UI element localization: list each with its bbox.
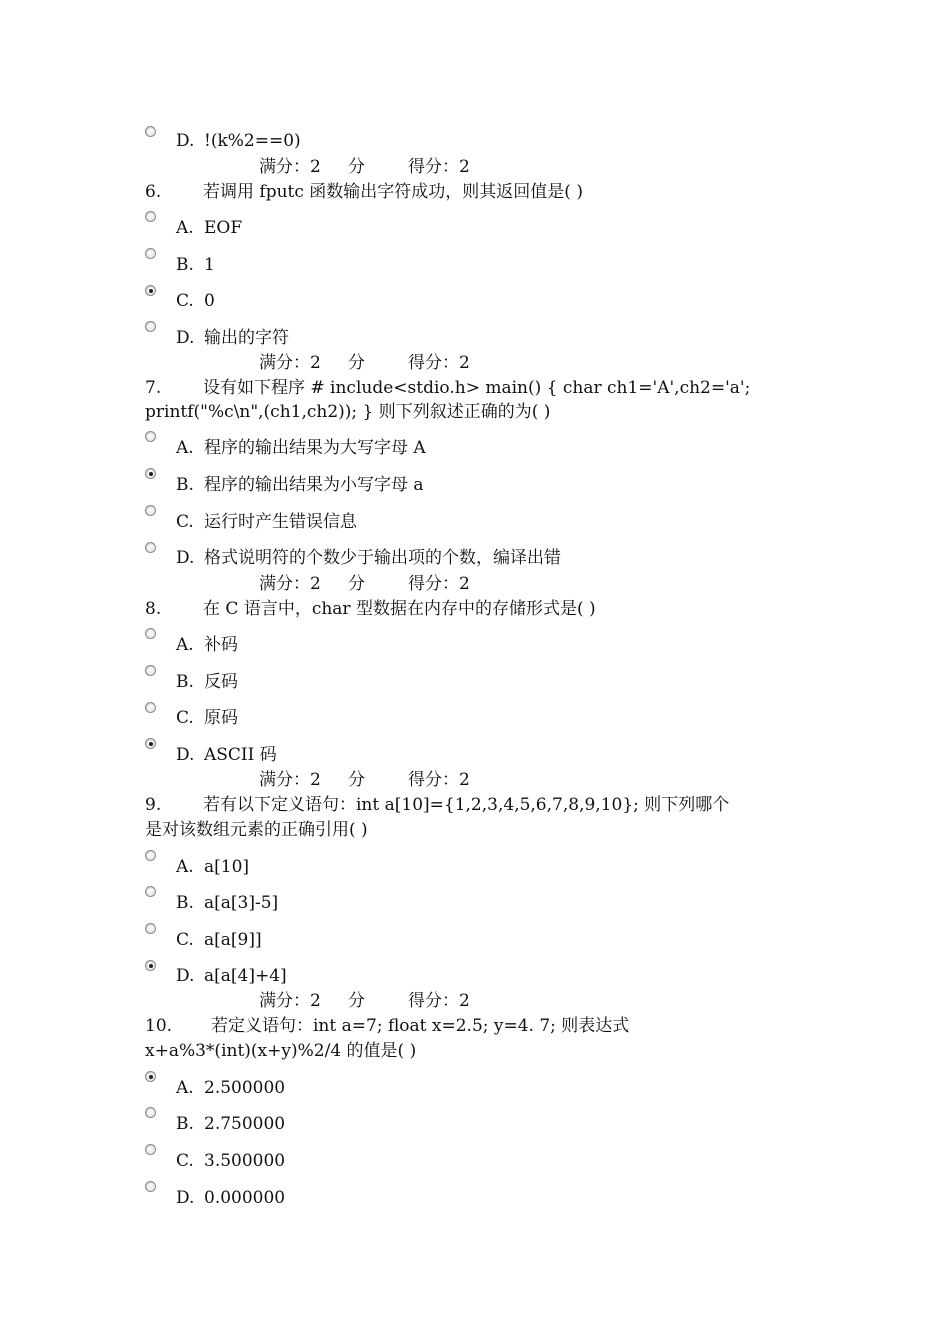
- question-6-stem: 6. 若调用 fputc 函数输出字符成功，则其返回值是( ): [145, 182, 583, 202]
- score-line-q5: 满分：2 分 得分：2: [259, 157, 470, 177]
- option-q7-d: D. 格式说明符的个数少于输出项的个数，编译出错: [176, 548, 561, 568]
- option-radio-q9-a[interactable]: [145, 850, 156, 861]
- option-q10-b: B. 2.750000: [176, 1114, 286, 1134]
- option-radio-q10-c[interactable]: [145, 1144, 156, 1155]
- option-radio-q8-d[interactable]: [145, 738, 156, 749]
- option-radio-q9-b[interactable]: [145, 886, 156, 897]
- option-radio-q6-b[interactable]: [145, 248, 156, 259]
- option-radio-q5-d[interactable]: [145, 126, 156, 137]
- option-q6-a: A. EOF: [176, 218, 243, 238]
- option-radio-q9-c[interactable]: [145, 923, 156, 934]
- option-q7-b: B. 程序的输出结果为小写字母 a: [176, 475, 424, 495]
- question-10-stem-line2: x+a%3*(int)(x+y)%2/4 的值是( ): [145, 1041, 417, 1061]
- option-q6-c: C. 0: [176, 291, 215, 311]
- option-q6-d: D. 输出的字符: [176, 328, 289, 348]
- question-10-stem-line1: 10. 若定义语句：int a=7; float x=2.5; y=4. 7; 则表达式: [145, 1016, 630, 1036]
- option-q8-a: A. 补码: [176, 635, 238, 655]
- option-radio-q6-d[interactable]: [145, 321, 156, 332]
- option-radio-q10-b[interactable]: [145, 1107, 156, 1118]
- option-radio-q8-a[interactable]: [145, 628, 156, 639]
- option-radio-q9-d[interactable]: [145, 960, 156, 971]
- option-radio-q7-a[interactable]: [145, 431, 156, 442]
- score-line-q7: 满分：2 分 得分：2: [259, 574, 470, 594]
- option-radio-q8-b[interactable]: [145, 665, 156, 676]
- option-q8-b: B. 反码: [176, 672, 238, 692]
- option-q6-b: B. 1: [176, 255, 215, 275]
- option-radio-q7-b[interactable]: [145, 468, 156, 479]
- option-q8-d: D. ASCII 码: [176, 745, 277, 765]
- option-radio-q6-c[interactable]: [145, 285, 156, 296]
- option-radio-q7-d[interactable]: [145, 542, 156, 553]
- option-q9-b: B. a[a[3]-5]: [176, 893, 279, 913]
- option-radio-q6-a[interactable]: [145, 211, 156, 222]
- option-q9-a: A. a[10]: [176, 857, 250, 877]
- option-q8-c: C. 原码: [176, 708, 238, 728]
- option-q10-a: A. 2.500000: [176, 1078, 286, 1098]
- option-radio-q7-c[interactable]: [145, 505, 156, 516]
- score-line-q6: 满分：2 分 得分：2: [259, 353, 470, 373]
- option-radio-q10-a[interactable]: [145, 1071, 156, 1082]
- option-q10-d: D. 0.000000: [176, 1188, 286, 1208]
- option-q7-c: C. 运行时产生错误信息: [176, 512, 357, 532]
- option-q9-d: D. a[a[4]+4]: [176, 966, 287, 986]
- option-q10-c: C. 3.500000: [176, 1151, 286, 1171]
- option-q7-a: A. 程序的输出结果为大写字母 A: [176, 438, 426, 458]
- question-8-stem: 8. 在 C 语言中，char 型数据在内存中的存储形式是( ): [145, 599, 596, 619]
- option-q9-c: C. a[a[9]]: [176, 930, 262, 950]
- option-radio-q10-d[interactable]: [145, 1181, 156, 1192]
- question-9-stem-line2: 是对该数组元素的正确引用( ): [145, 820, 368, 840]
- score-line-q8: 满分：2 分 得分：2: [259, 770, 470, 790]
- question-7-stem-line1: 7. 设有如下程序 # include<stdio.h> main() { char ch1='A',ch2='a';: [145, 378, 751, 398]
- question-7-stem-line2: printf("%c\n",(ch1,ch2)); } 则下列叙述正确的为( ): [145, 402, 551, 422]
- option-radio-q8-c[interactable]: [145, 702, 156, 713]
- score-line-q9: 满分：2 分 得分：2: [259, 991, 470, 1011]
- question-9-stem-line1: 9. 若有以下定义语句：int a[10]={1,2,3,4,5,6,7,8,9,10}; 则下列哪个: [145, 795, 730, 815]
- option-q5-d: D. !(k%2==0): [176, 131, 301, 151]
